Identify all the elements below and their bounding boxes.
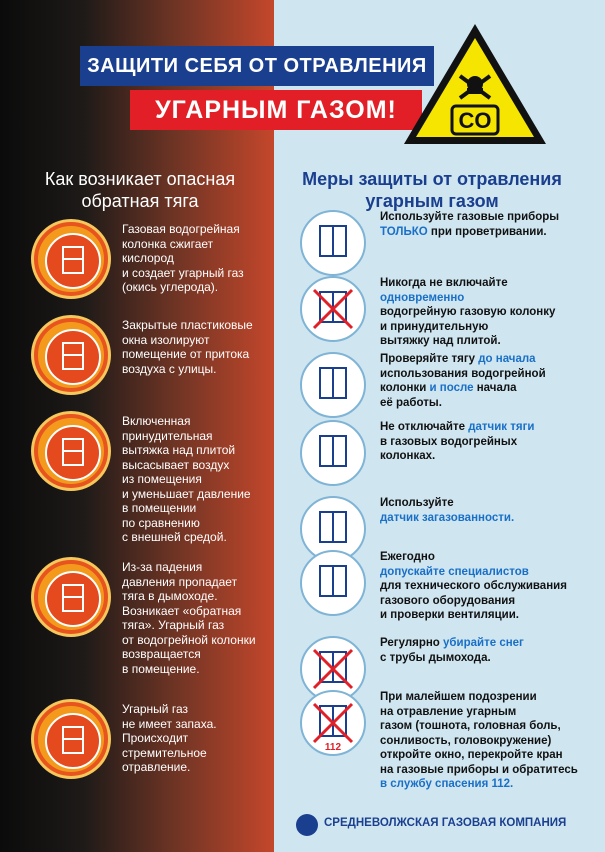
right-item-text: При малейшем подозрении на отравление угарным газом (тошнота, головная боль, сонливость, головокружение) откройте окно, перекройте кран на газовые приборы и обратитесь в службу спасения 112. xyxy=(380,691,578,790)
left-item-text: Из-за падения давления пропадает тяга в дымоходе. Возникает «обратная тяга». Угарный газ от водогрейной колонки возвращается в помещение. xyxy=(122,560,256,676)
left-item-text: Угарный газ не имеет запаха. Происходит стремительное отравление. xyxy=(122,702,217,774)
co-hazard-icon xyxy=(400,18,550,150)
right-item-text: Не отключайте датчик тяги в газовых водогрейных колонках. xyxy=(380,421,535,462)
company-footer xyxy=(296,812,586,838)
title-line2: УГАРНЫМ ГАЗОМ! xyxy=(130,90,422,130)
hazard-label: CO xyxy=(458,108,492,133)
backdraft-icon xyxy=(34,560,108,634)
right-item-text: Ежегодно допускайте специалистов для технического обслуживания газового оборудования и проверки вентиляции. xyxy=(380,551,567,621)
technician-icon xyxy=(300,550,366,616)
left-item-text: Включенная принудительная вытяжка над плитой высасывает воздух из помещения и уменьшает давление в помещении по сравнению с внешней средой. xyxy=(122,414,251,544)
right-heading: Меры защиты от отравления угарным газом xyxy=(302,169,562,211)
no-hood-icon xyxy=(300,276,366,342)
open-window-icon xyxy=(300,210,366,276)
kitchen-hood-icon xyxy=(34,414,108,488)
left-item-text: Закрытые пластиковые окна изолируют помещение от притока воздуха с улицы. xyxy=(122,318,253,376)
water-heater-icon xyxy=(34,222,108,296)
draft-check-icon xyxy=(300,352,366,418)
draft-sensor-icon xyxy=(300,420,366,486)
company-logo-icon xyxy=(296,814,318,836)
left-heading: Как возникает опасная обратная тяга xyxy=(44,169,236,211)
unconscious-person-icon xyxy=(34,702,108,776)
right-item-text: Регулярно убирайте снег с трубы дымохода. xyxy=(380,637,524,664)
right-item-text: Используйте газовые приборы ТОЛЬКО при проветривании. xyxy=(380,211,560,238)
right-item-text: Никогда не включайте одновременно водогрейную газовую колонку и принудительную вытяжку над плитой. xyxy=(380,277,556,347)
emergency-112-icon xyxy=(300,690,366,756)
plastic-window-icon xyxy=(34,318,108,392)
left-item-text: Газовая водогрейная колонка сжигает кислород и создает угарный газ (окись углерода). xyxy=(122,222,244,294)
company-name: СРЕДНЕВОЛЖСКАЯ ГАЗОВАЯ КОМПАНИЯ xyxy=(324,817,567,829)
right-item-text: Проверяйте тягу до начала использования водогрейной колонки и после начала её работы. xyxy=(380,353,546,409)
emergency-number: 112 xyxy=(324,742,342,753)
right-item-text: Используйте датчик загазованности. xyxy=(380,497,515,524)
title-line1: ЗАЩИТИ СЕБЯ ОТ ОТРАВЛЕНИЯ xyxy=(80,46,434,86)
